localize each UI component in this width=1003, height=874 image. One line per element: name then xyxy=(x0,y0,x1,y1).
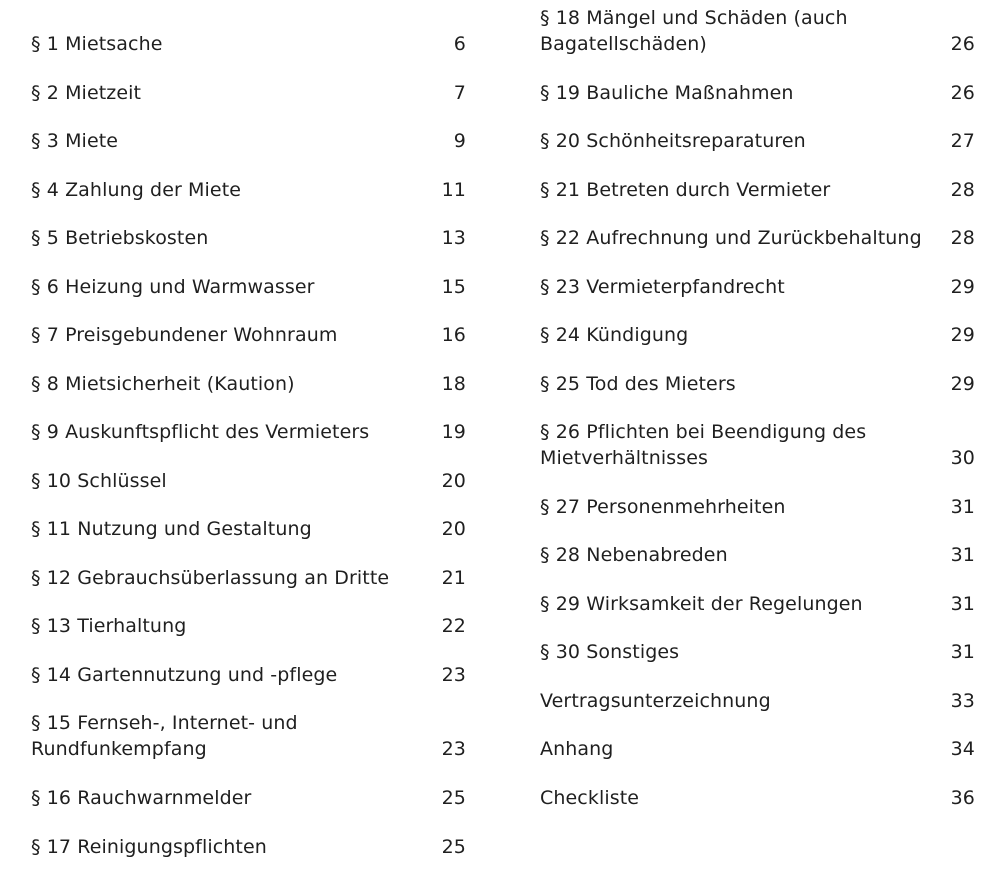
toc-entry-page: 36 xyxy=(950,787,975,809)
toc-entry-title: § 1 Mietsache xyxy=(31,33,163,55)
toc-entry-page: 27 xyxy=(950,130,975,152)
toc-entry-page: 9 xyxy=(453,130,466,152)
toc-entry-title: § 8 Mietsicherheit (Kaution) xyxy=(31,373,295,395)
toc-entry-title: § 24 Kündigung xyxy=(540,324,689,346)
toc-entry-title: § 10 Schlüssel xyxy=(31,470,167,492)
toc-entry-title: § 27 Personenmehrheiten xyxy=(540,496,786,518)
toc-entry[interactable] xyxy=(31,834,466,860)
toc-entry[interactable] xyxy=(540,542,975,568)
toc-entry-page: 31 xyxy=(950,593,975,615)
toc-entry-page: 7 xyxy=(453,82,466,104)
toc-entry-title: Vertragsunterzeichnung xyxy=(540,690,771,712)
toc-entry[interactable] xyxy=(31,662,466,688)
toc-entry-title: § 15 Fernseh-, Internet- und Rundfunkempfang xyxy=(31,712,298,760)
toc-entry-title: § 6 Heizung und Warmwasser xyxy=(31,276,315,298)
toc-entry[interactable] xyxy=(540,177,975,203)
toc-entry-title: § 16 Rauchwarnmelder xyxy=(31,787,252,809)
toc-entry-page: 20 xyxy=(441,518,466,540)
toc-entry[interactable] xyxy=(31,322,466,348)
toc-entry-title: § 30 Sonstiges xyxy=(540,641,680,663)
toc-entry[interactable] xyxy=(31,468,466,494)
toc-entry-page: 31 xyxy=(950,496,975,518)
toc-entry-page: 23 xyxy=(441,664,466,686)
toc-entry[interactable] xyxy=(540,591,975,617)
toc-entry-title: § 20 Schönheitsreparaturen xyxy=(540,130,806,152)
toc-entry-page: 18 xyxy=(441,373,466,395)
toc-entry[interactable] xyxy=(31,128,466,154)
toc-entry[interactable] xyxy=(540,80,975,106)
toc-entry-title: § 9 Auskunftspflicht des Vermieters xyxy=(31,421,370,443)
toc-entry[interactable] xyxy=(540,225,975,251)
toc-entry-page: 25 xyxy=(441,836,466,858)
toc-entry-page: 29 xyxy=(950,276,975,298)
toc-entry-page: 13 xyxy=(441,227,466,249)
toc-entry-title: Checkliste xyxy=(540,787,640,809)
toc-entry-title: § 18 Mängel und Schäden (auch Bagatellschäden) xyxy=(540,7,848,55)
toc-entry-page: 23 xyxy=(441,738,466,760)
toc-entry-page: 11 xyxy=(441,179,466,201)
toc-entry-page: 29 xyxy=(950,373,975,395)
toc-entry-title: § 23 Vermieterpfandrecht xyxy=(540,276,785,298)
toc-entry-title: § 21 Betreten durch Vermieter xyxy=(540,179,831,201)
toc-entry[interactable] xyxy=(31,274,466,300)
toc-entry-page: 19 xyxy=(441,421,466,443)
toc-entry-page: 28 xyxy=(950,179,975,201)
toc-entry-title: § 7 Preisgebundener Wohnraum xyxy=(31,324,338,346)
toc-entry-page: 28 xyxy=(950,227,975,249)
toc-entry-title: Anhang xyxy=(540,738,614,760)
toc-entry[interactable] xyxy=(540,639,975,665)
toc-entry[interactable] xyxy=(31,565,466,591)
toc-entry[interactable] xyxy=(540,322,975,348)
toc-entry-title: § 13 Tierhaltung xyxy=(31,615,187,637)
toc-entry[interactable] xyxy=(540,371,975,397)
toc-entry-page: 15 xyxy=(441,276,466,298)
toc-entry-page: 20 xyxy=(441,470,466,492)
toc-entry-title: § 28 Nebenabreden xyxy=(540,544,728,566)
toc-entry-page: 33 xyxy=(950,690,975,712)
toc-entry[interactable] xyxy=(31,225,466,251)
toc-entry-page: 30 xyxy=(950,447,975,469)
toc-entry[interactable] xyxy=(31,31,466,57)
toc-entry[interactable] xyxy=(540,785,975,811)
toc-entry-page: 26 xyxy=(950,33,975,55)
toc-entry-title: § 5 Betriebskosten xyxy=(31,227,209,249)
toc-entry-page: 22 xyxy=(441,615,466,637)
toc-entry-page: 29 xyxy=(950,324,975,346)
toc-entry-page: 6 xyxy=(453,33,466,55)
toc-entry-title: § 26 Pflichten bei Beendigung des Mietverhältnisses xyxy=(540,421,867,469)
toc-entry[interactable] xyxy=(31,613,466,639)
toc-entry[interactable] xyxy=(31,419,466,445)
toc-entry-page: 34 xyxy=(950,738,975,760)
toc-entry-page: 25 xyxy=(441,787,466,809)
toc-entry[interactable] xyxy=(540,494,975,520)
toc-entry-page: 26 xyxy=(950,82,975,104)
toc-entry-page: 31 xyxy=(950,641,975,663)
toc-entry-page: 31 xyxy=(950,544,975,566)
toc-entry[interactable] xyxy=(540,274,975,300)
toc-entry-title: § 14 Gartennutzung und -pflege xyxy=(31,664,338,686)
toc-entry-title: § 11 Nutzung und Gestaltung xyxy=(31,518,312,540)
toc-entry-title: § 19 Bauliche Maßnahmen xyxy=(540,82,794,104)
toc-entry[interactable] xyxy=(540,688,975,714)
toc-entry-title: § 12 Gebrauchsüberlassung an Dritte xyxy=(31,567,390,589)
toc-entry[interactable] xyxy=(31,785,466,811)
toc-entry-title: § 22 Aufrechnung und Zurückbehaltung xyxy=(540,227,922,249)
toc-entry-title: § 29 Wirksamkeit der Regelungen xyxy=(540,593,863,615)
toc-entry[interactable] xyxy=(31,177,466,203)
toc-entry[interactable] xyxy=(31,710,466,762)
toc-entry-page: 21 xyxy=(441,567,466,589)
toc-entry[interactable] xyxy=(31,371,466,397)
toc-entry-page: 16 xyxy=(441,324,466,346)
toc-entry[interactable] xyxy=(540,128,975,154)
toc-entry-title: § 3 Miete xyxy=(31,130,119,152)
toc-entry[interactable] xyxy=(31,80,466,106)
toc-entry-title: § 2 Mietzeit xyxy=(31,82,142,104)
toc-entry-title: § 17 Reinigungspflichten xyxy=(31,836,267,858)
toc-entry[interactable] xyxy=(540,5,975,57)
toc-entry[interactable] xyxy=(540,419,975,471)
toc-entry[interactable] xyxy=(31,516,466,542)
toc-entry-title: § 25 Tod des Mieters xyxy=(540,373,736,395)
toc-entry[interactable] xyxy=(540,736,975,762)
toc-entry-title: § 4 Zahlung der Miete xyxy=(31,179,242,201)
